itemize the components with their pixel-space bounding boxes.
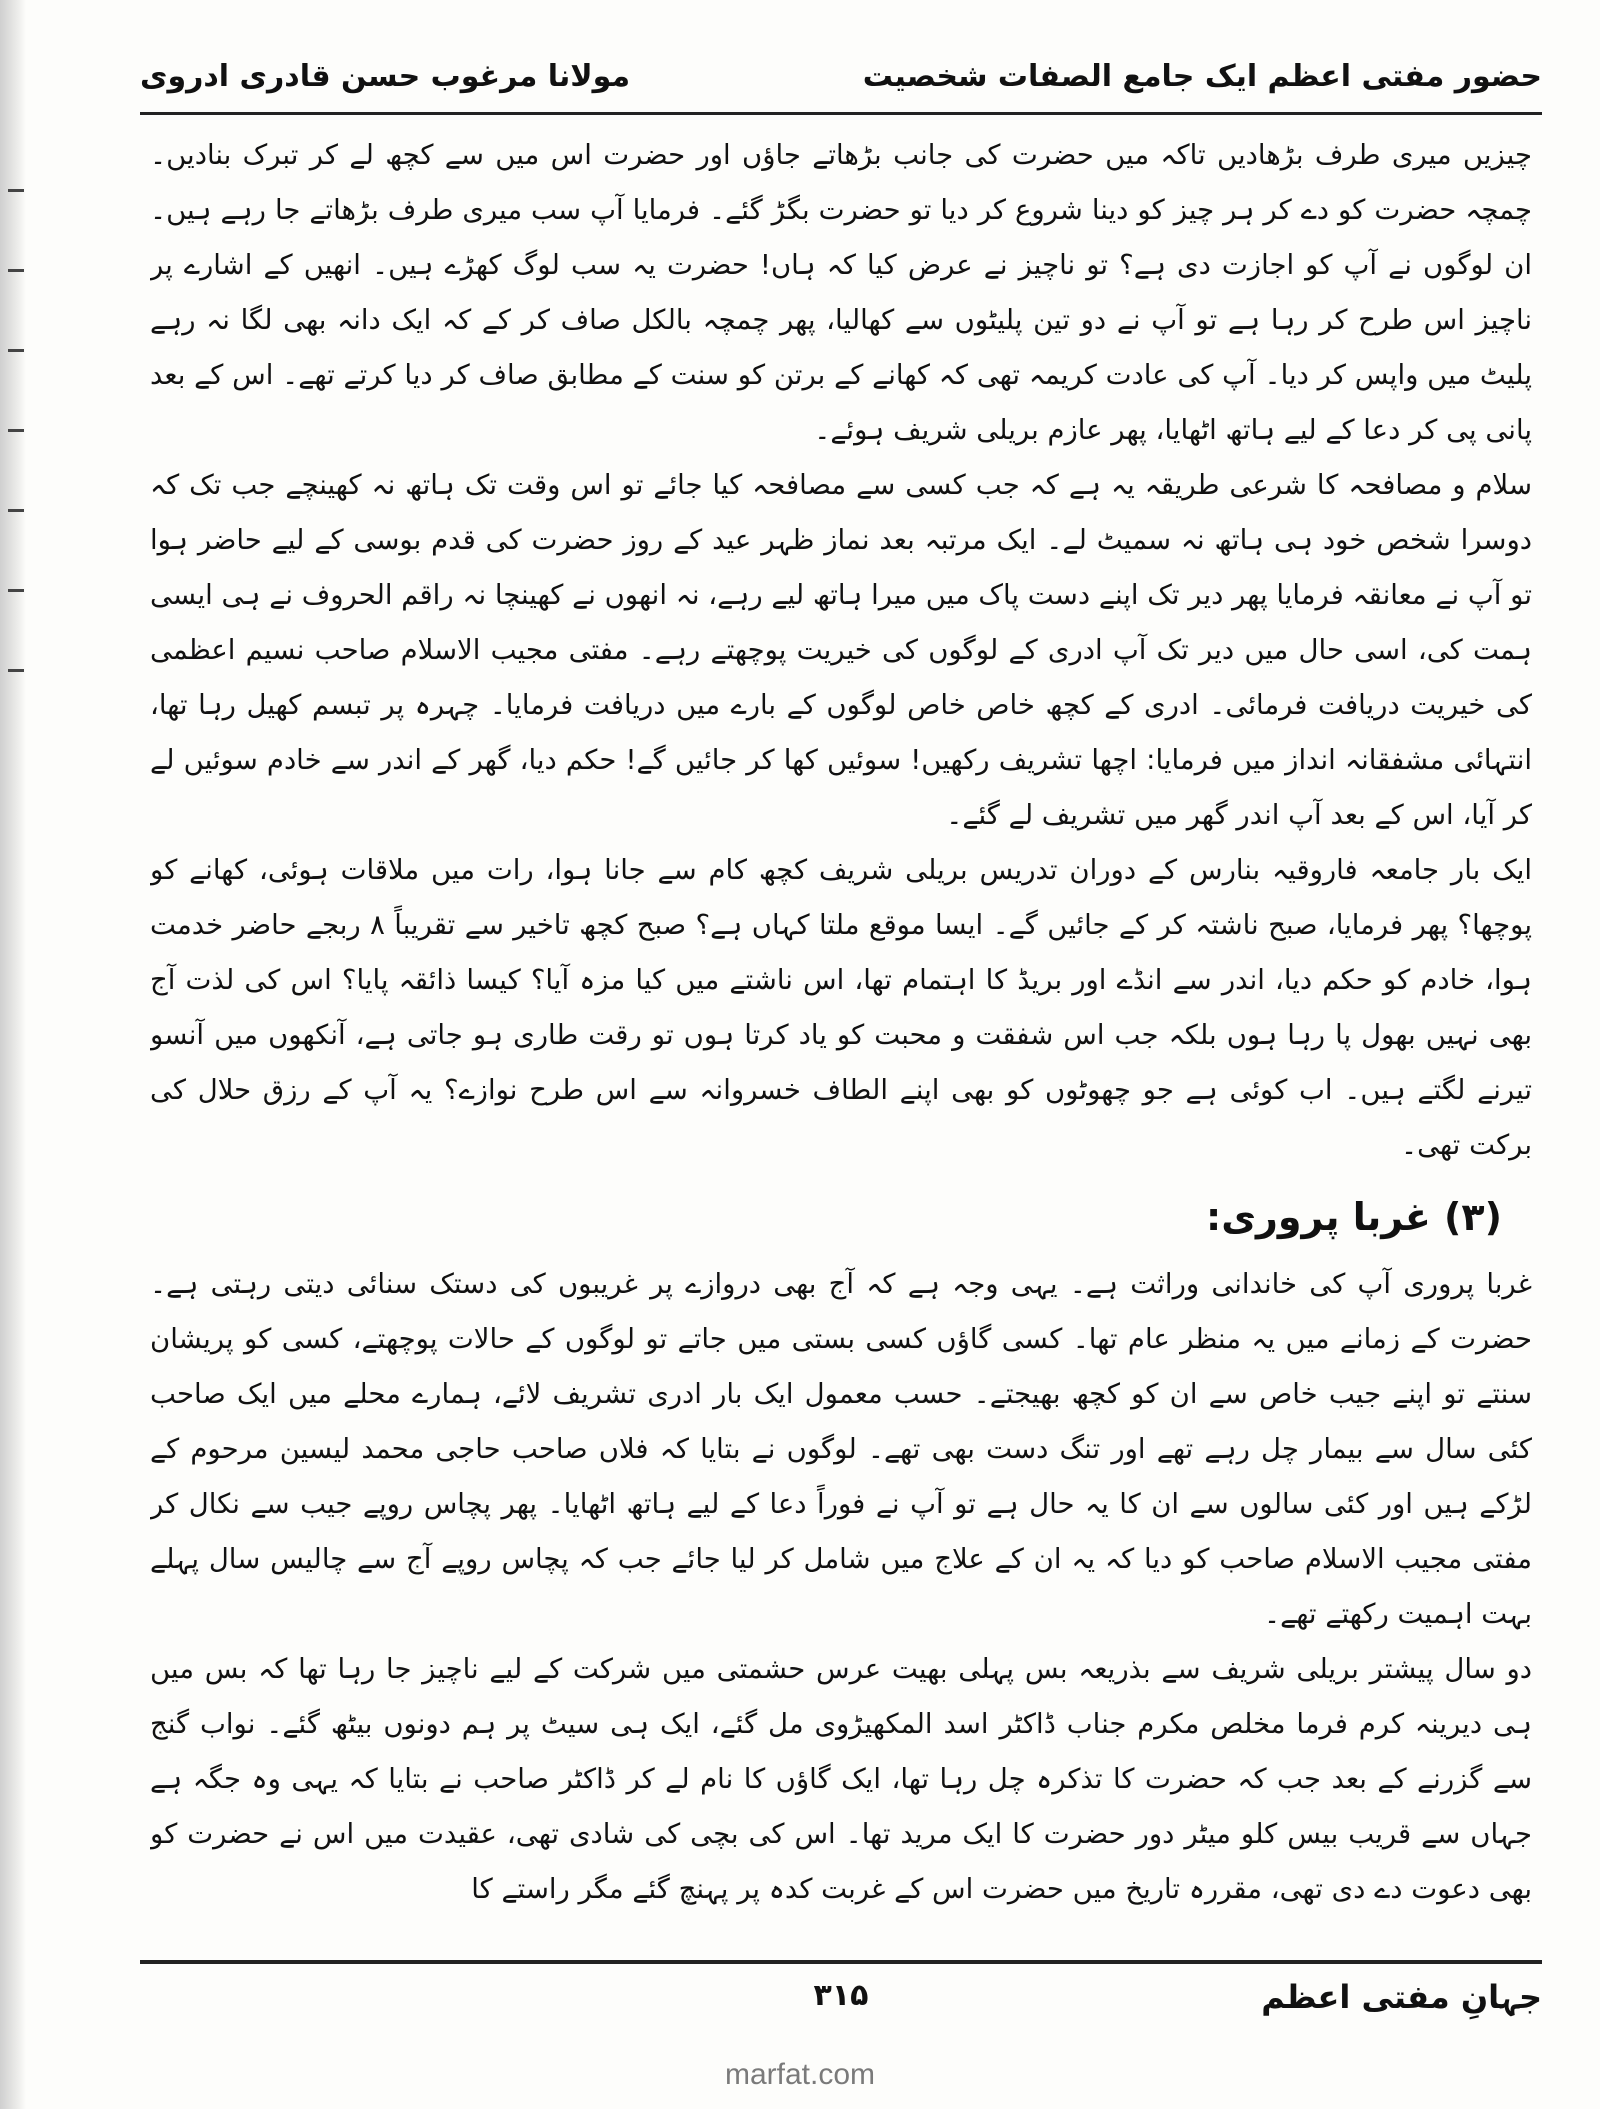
footer-book-title: جہانِ مفتی اعظم <box>1261 1978 1542 2016</box>
header-title: حضور مفتی اعظم ایک جامع الصفات شخصیت <box>862 58 1542 94</box>
body-text <box>150 128 1532 1948</box>
section-heading: (۳) غربا پروری: <box>1206 1195 1502 1239</box>
paragraph: سلام و مصافحہ کا شرعی طریقہ یہ ہے کہ جب کسی سے مصافحہ کیا جائے تو اس وقت تک ہاتھ نہ کھینچے جب تک کہ دوسرا شخص خود ہی ہاتھ نہ سمیٹ لے۔ ایک مرتبہ بعد نماز ظہر عید کے روز حضرت کی قدم بوسی کے لیے حاضر ہوا تو آپ نے معانقہ فرمایا پھر دیر تک اپنے دست پاک میں میرا ہاتھ لیے رہے، نہ انھوں نے کھینچا نہ راقم الحروف نے ہی ایسی ہمت کی، اسی حال میں دیر تک آپ ادری کے لوگوں کی خیریت پوچھتے رہے۔ مفتی مجیب الاسلام صاحب نسیم اعظمی کی خیریت دریافت فرمائی۔ ادری کے کچھ خاص خاص لوگوں کے بارے میں دریافت فرمایا۔ چہرہ پر تبسم کھیل رہا تھا، انتہائی مشفقانہ انداز میں فرمایا: اچھا تشریف رکھیں! سوئیں کھا کر جائیں گے! حکم دیا، گھر کے اندر سے خادم سوئیں لے کر آیا، اس کے بعد آپ اندر گھر میں تشریف لے گئے۔ <box>150 469 1532 831</box>
watermark-text: marfat.com <box>724 2058 876 2091</box>
edge-marks <box>8 150 32 710</box>
page-binding-shadow <box>0 0 26 2109</box>
header-rule <box>140 112 1542 115</box>
header-author: مولانا مرغوب حسن قادری ادروی <box>140 58 631 94</box>
page-number: ۳۱۵ <box>813 1978 869 2013</box>
paragraph: غربا پروری آپ کی خاندانی وراثت ہے۔ یہی وجہ ہے کہ آج بھی دروازے پر غریبوں کی دستک سنائی دیتی رہتی ہے۔ حضرت کے زمانے میں یہ منظر عام تھا۔ کسی گاؤں کسی بستی میں جاتے تو لوگوں کے حالات پوچھتے، کسی کو پریشان سنتے تو اپنے جیب خاص سے ان کو کچھ بھیجتے۔ حسب معمول ایک بار ادری تشریف لائے، ہمارے محلے میں ایک صاحب کئی سال سے بیمار چل رہے تھے اور تنگ دست بھی تھے۔ لوگوں نے بتایا کہ فلاں صاحب حاجی محمد لیسین مرحوم کے لڑکے ہیں اور کئی سالوں سے ان کا یہ حال ہے تو آپ نے فوراً دعا کے لیے ہاتھ اٹھایا۔ پھر پچاس روپے جیب سے نکال کر مفتی مجیب الاسلام صاحب کو دیا کہ یہ ان کے علاج میں شامل کر لیا جائے جب کہ پچاس روپے آج سے چالیس سال پہلے بہت اہمیت رکھتے تھے۔ <box>150 1268 1532 1630</box>
paragraph: چیزیں میری طرف بڑھادیں تاکہ میں حضرت کی جانب بڑھاتے جاؤں اور حضرت اس میں سے کچھ لے کر تبرک بنادیں۔ چمچہ حضرت کو دے کر ہر چیز کو دینا شروع کر دیا تو حضرت بگڑ گئے۔ فرمایا آپ سب میری طرف بڑھاتے جا رہے ہیں۔ ان لوگوں نے آپ کو اجازت دی ہے؟ تو ناچیز نے عرض کیا کہ ہاں! حضرت یہ سب لوگ کھڑے ہیں۔ انھیں کے اشارے پر ناچیز اس طرح کر رہا ہے تو آپ نے دو تین پلیٹوں سے کھالیا، پھر چمچہ بالکل صاف کر کے کہ ایک دانہ بھی لگا نہ رہے پلیٹ میں واپس کر دیا۔ آپ کی عادت کریمہ تھی کہ کھانے کے برتن کو سنت کے مطابق صاف کر دیا کرتے تھے۔ اس کے بعد پانی پی کر دعا کے لیے ہاتھ اٹھایا، پھر عازم بریلی شریف ہوئے۔ <box>150 139 1532 446</box>
running-footer <box>140 1972 1542 2032</box>
running-header <box>140 46 1542 106</box>
paragraph: ایک بار جامعہ فاروقیہ بنارس کے دوران تدریس بریلی شریف کچھ کام سے جانا ہوا، رات میں ملاقات ہوئی، کھانے کو پوچھا؟ پھر فرمایا، صبح ناشتہ کر کے جائیں گے۔ ایسا موقع ملتا کہاں ہے؟ صبح کچھ تاخیر سے تقریباً ۸ ربجے حاضر خدمت ہوا، خادم کو حکم دیا، اندر سے انڈے اور بریڈ کا اہتمام تھا، اس ناشتے میں کیا مزہ آیا؟ کیسا ذائقہ پایا؟ اس کی لذت آج بھی نہیں بھول پا رہا ہوں بلکہ جب اس شفقت و محبت کو یاد کرتا ہوں تو رقت طاری ہو جاتی ہے، آنکھوں میں آنسو تیرنے لگتے ہیں۔ اب کوئی ہے جو چھوٹوں کو بھی اپنے الطاف خسروانہ سے اس طرح نوازے؟ یہ آپ کے رزق حلال کی برکت تھی۔ <box>150 854 1532 1161</box>
paragraph: دو سال پیشتر بریلی شریف سے بذریعہ بس پہلی بھیت عرس حشمتی میں شرکت کے لیے ناچیز جا رہا تھا کہ بس میں ہی دیرینہ کرم فرما مخلص مکرم جناب ڈاکٹر اسد المکھیڑوی مل گئے، ایک ہی سیٹ پر ہم دونوں بیٹھ گئے۔ نواب گنج سے گزرنے کے بعد جب کہ حضرت کا تذکرہ چل رہا تھا، ایک گاؤں کا نام لے کر ڈاکٹر صاحب نے بتایا کہ یہی وہ جگہ ہے جہاں سے قریب بیس کلو میٹر دور حضرت کا ایک مرید تھا۔ اس کی بچی کی شادی تھی، عقیدت میں اس نے حضرت کو بھی دعوت دے دی تھی، مقررہ تاریخ میں حضرت اس کے غربت کدہ پر پہنچ گئے مگر راستے کا <box>150 1653 1532 1905</box>
footer-rule <box>140 1960 1542 1964</box>
